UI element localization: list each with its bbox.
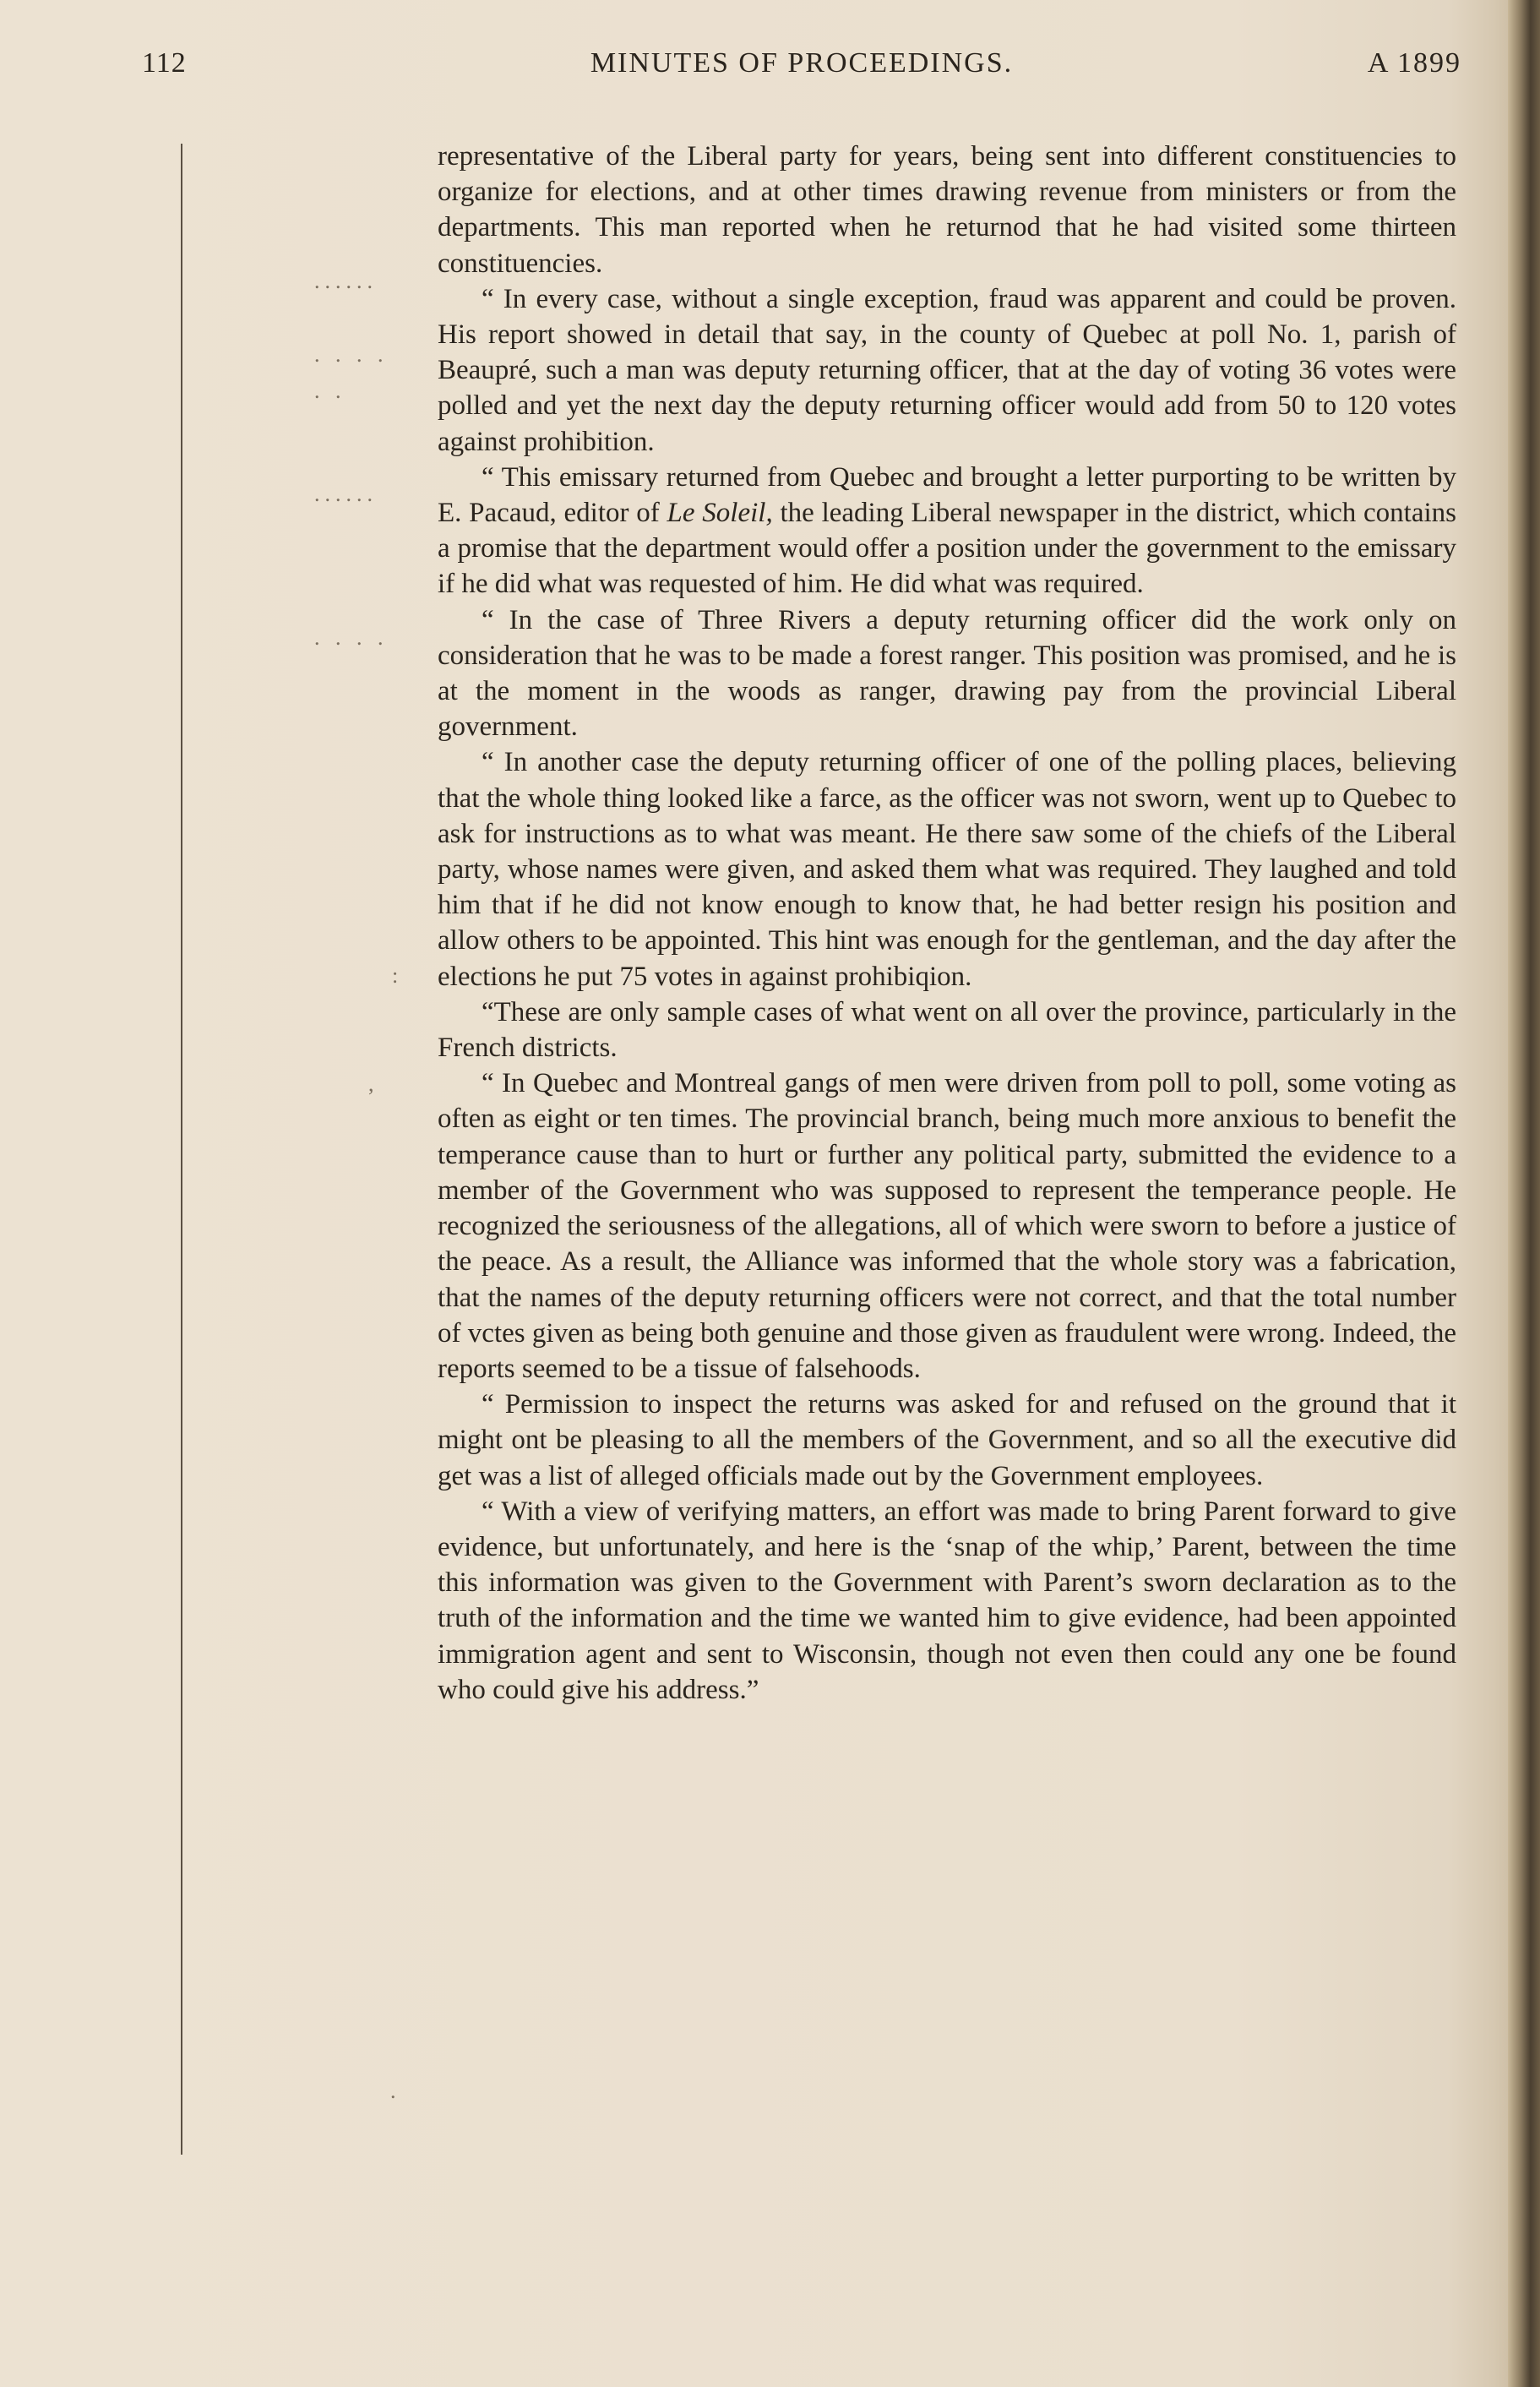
margin-mark: ,: [368, 1071, 379, 1096]
newspaper-title: Le Soleil,: [667, 498, 773, 529]
year-mark: A 1899: [1367, 47, 1461, 79]
margin-mark: ......: [314, 482, 378, 506]
paragraph: “ In the case of Three Rivers a deputy returning officer did the work only on consideration that he was to be made a forest ranger. This position was promised, and he is at the moment in the woods as ranger, drawing pay from the provincial Liberal government.: [438, 604, 1456, 743]
page-number: 112: [142, 47, 187, 79]
margin-mark: . . . .: [314, 625, 389, 650]
paragraph: representative of the Liberal party for years, being sent into different constituencies to organize for elections, and at other times drawing revenue from ministers or from the departments. This man reported when he returnod that he had visited some thirteen constituencies.: [438, 141, 1456, 279]
paragraph: “ In every case, without a single exception, fraud was apparent and could be proven. His report showed in detail that say, in the county of Quebec at poll No. 1, parish of Beaupré, such a man was deputy returning officer, that at the day of voting 36 votes were polled and yet the next day the deputy returning officer would add from 50 to 120 votes against prohibition.: [438, 283, 1456, 457]
margin-mark: . . . .: [314, 342, 389, 367]
paragraph: “ With a view of verifying matters, an effort was made to bring Parent forward to give evidence, but unfortunately, and here is the ‘snap of the whip,’ Parent, between the time this information was given to the Government with Parent’s sworn declaration as to the truth of the information and the time we wanted him to give evidence, had been appointed immigration agent and sent to Wisconsin, though not even then could any one be found who could give his address.”: [438, 1496, 1456, 1705]
page-header: [142, 47, 1461, 90]
paragraph: [438, 460, 1456, 602]
paragraph: “ Permission to inspect the returns was asked for and refused on the ground that it might ont be pleasing to all the members of the Government, and so all the executive did get was a list of alleged officials made out by the Government employees.: [438, 1389, 1456, 1491]
paragraph: “These are only sample cases of what went on all over the province, particularly in the French districts.: [438, 996, 1456, 1064]
body-text: [438, 139, 1456, 1708]
paragraph-text: “ This emissary returned from Quebec and brought a letter purporting to be written by E. Pacaud, editor of: [438, 461, 1456, 529]
paragraph: “ In another case the deputy returning officer of one of the polling places, believing that the whole thing looked like a farce, as the officer was not sworn, went up to Quebec to ask for instructions as to what was meant. He there saw some of the chiefs of the Liberal party, whose names were given, and asked them what was required. They laughed and told him that if he did not know enough to know that, he had better resign his position and allow others to be appointed. This hint was enough for the gentleman, and the day after the elections he put 75 votes in against prohibiqion.: [438, 747, 1456, 992]
margin-rule: [181, 144, 182, 2155]
paragraph: “ In Quebec and Montreal gangs of men were driven from poll to poll, some voting as often as eight or ten times. The provincial branch, being much more anxious to benefit the temperance cause than to hurt or further any political party, submitted the evidence to a member of the Government who was supposed to represent the temperance people. He recognized the seriousness of the allegations, all of which were sworn to before a justice of the peace. As a result, the Alliance was informed that the whole story was a fabrication, that the names of the deputy returning officers were not correct, and that the total number of vctes given as being both genuine and those given as fraudulent were wrong. Indeed, the reports seemed to be a tissue of falsehoods.: [438, 1068, 1456, 1384]
margin-mark: ......: [314, 269, 378, 293]
running-title: MINUTES OF PROCEEDINGS.: [590, 47, 1014, 79]
page-binding-edge: [1508, 0, 1540, 2387]
margin-mark: .: [390, 2079, 401, 2103]
margin-mark: :: [392, 963, 404, 988]
margin-mark: . .: [314, 379, 346, 403]
paragraph-text: the leading Liberal newspaper in the district, which contains a promise that the department would offer a position under the government to the emissary if he did what was requested of him. He did what was required.: [438, 498, 1456, 600]
